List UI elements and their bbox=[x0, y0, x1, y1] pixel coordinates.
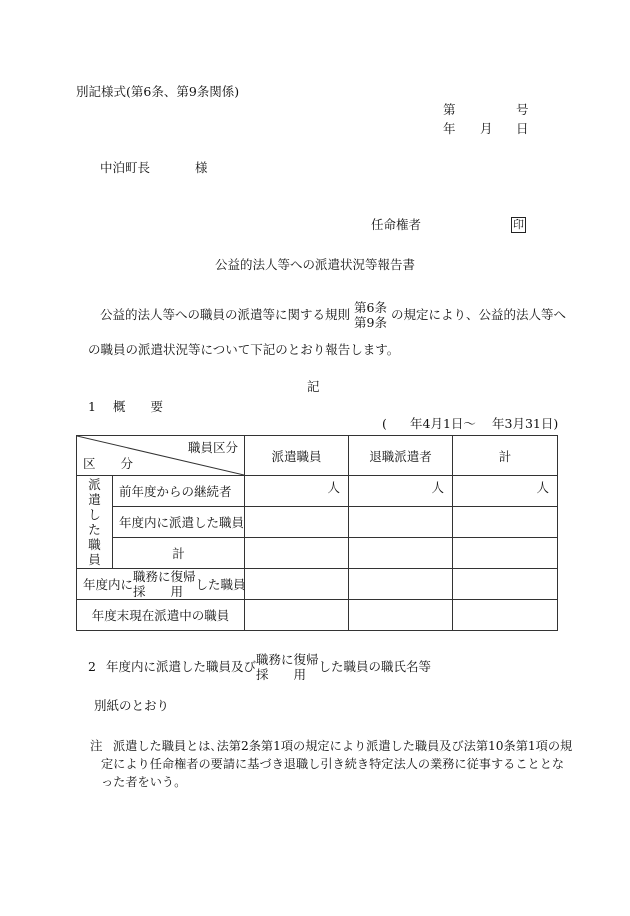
document-title: 公益的法人等への派遣状況等報告書 bbox=[214, 257, 415, 272]
row-label-carryover: 前年度からの継続者 bbox=[113, 476, 245, 507]
table-row bbox=[77, 538, 558, 569]
table-row bbox=[77, 476, 558, 507]
section1-number: 1 bbox=[88, 399, 96, 414]
col-header-dispatched: 派遣職員 bbox=[245, 436, 349, 476]
row-label-subtotal: 計 bbox=[113, 538, 245, 569]
cell-dispatched[interactable] bbox=[245, 600, 349, 631]
articles-stack bbox=[354, 300, 387, 330]
seal-mark bbox=[511, 217, 526, 233]
section2-post: した職員の職氏名等 bbox=[318, 658, 431, 674]
form-reference: 別記様式(第6条、第9条関係) bbox=[76, 84, 240, 99]
returned-post: した職員 bbox=[195, 577, 246, 592]
corner-cell bbox=[77, 436, 245, 476]
group-char: 員 bbox=[88, 552, 101, 567]
seal-text: 印 bbox=[513, 218, 524, 231]
separate-sheet-note: 別紙のとおり bbox=[94, 698, 170, 713]
body-line1-post: の規定により、公益的法人等へ bbox=[390, 306, 566, 322]
group-char: し bbox=[88, 507, 101, 522]
group-char: た bbox=[88, 522, 101, 537]
cell-dispatched[interactable] bbox=[245, 507, 349, 538]
section2-number: 2 bbox=[88, 658, 96, 674]
section2-stack-bottom: 採 用 bbox=[255, 667, 306, 682]
summary-table bbox=[76, 435, 558, 631]
sender-label: 任命権者 bbox=[371, 217, 422, 232]
group-char: 職 bbox=[88, 537, 101, 552]
table-row bbox=[77, 507, 558, 538]
unit-label: 人 bbox=[327, 480, 340, 495]
cell-total[interactable] bbox=[453, 538, 558, 569]
cell-total[interactable] bbox=[453, 569, 558, 600]
cell-total[interactable] bbox=[453, 600, 558, 631]
period-end: 年3月31日) bbox=[492, 416, 559, 431]
cell-dispatched[interactable] bbox=[245, 538, 349, 569]
note-line2: 定により任命権者の要請に基づき退職し引き続き特定法人の業務に従事することとな bbox=[101, 757, 565, 771]
cell-total[interactable] bbox=[453, 507, 558, 538]
cell-retired[interactable] bbox=[349, 476, 453, 507]
addressee-name: 中泊町長 bbox=[100, 160, 151, 175]
table-header-row bbox=[77, 436, 558, 476]
returned-stack-top: 職務に復帰 bbox=[133, 569, 196, 584]
date-year: 年 bbox=[443, 121, 456, 136]
doc-number-dai: 第 bbox=[443, 102, 456, 117]
cell-retired[interactable] bbox=[349, 569, 453, 600]
returned-stack bbox=[133, 569, 196, 599]
date-month: 月 bbox=[480, 121, 493, 136]
unit-label: 人 bbox=[431, 480, 444, 495]
ki-heading: 記 bbox=[307, 379, 320, 394]
note-line3: った者をいう。 bbox=[101, 775, 187, 789]
section2-stack bbox=[256, 652, 319, 682]
cell-total[interactable] bbox=[453, 476, 558, 507]
returned-stack-bottom: 採 用 bbox=[133, 584, 184, 599]
cell-retired[interactable] bbox=[349, 507, 453, 538]
article-9: 第9条 bbox=[354, 315, 387, 330]
section2-pre: 年度内に派遣した職員及び bbox=[105, 658, 256, 674]
article-6: 第6条 bbox=[354, 300, 387, 315]
cell-retired[interactable] bbox=[349, 600, 453, 631]
date-day: 日 bbox=[516, 121, 529, 136]
row-label-returned bbox=[77, 569, 245, 600]
corner-top-label: 職員区分 bbox=[187, 440, 238, 455]
table-row bbox=[77, 569, 558, 600]
group-label-cell bbox=[77, 476, 113, 569]
row-label-current: 年度末現在派遣中の職員 bbox=[77, 600, 245, 631]
section2-line bbox=[88, 652, 431, 682]
section2-stack-top: 職務に復帰 bbox=[255, 652, 319, 667]
period-start: 年4月1日〜 bbox=[410, 416, 476, 431]
addressee-honorific: 様 bbox=[195, 160, 208, 175]
corner-bottom-label: 区 分 bbox=[83, 456, 134, 471]
note-label: 注 bbox=[90, 738, 103, 753]
period-open: ( bbox=[382, 416, 387, 431]
col-header-total: 計 bbox=[453, 436, 558, 476]
group-char: 派 bbox=[88, 477, 101, 492]
body-line2: の職員の派遣状況等について下記のとおり報告します。 bbox=[88, 342, 400, 357]
col-header-retired: 退職派遣者 bbox=[349, 436, 453, 476]
body-line1-pre: 公益的法人等への職員の派遣等に関する規則 bbox=[100, 306, 351, 322]
row-label-dispatched-in-year: 年度内に派遣した職員 bbox=[113, 507, 245, 538]
note-line1: 派遣した職員とは､法第2条第1項の規定により派遣した職員及び法第10条第1項の規 bbox=[113, 739, 573, 753]
returned-pre: 年度内に bbox=[83, 577, 134, 592]
body-line1 bbox=[100, 300, 566, 330]
cell-retired[interactable] bbox=[349, 538, 453, 569]
cell-dispatched[interactable] bbox=[245, 569, 349, 600]
section1-title: 概 要 bbox=[113, 399, 164, 414]
group-char: 遣 bbox=[88, 492, 101, 507]
cell-dispatched[interactable] bbox=[245, 476, 349, 507]
doc-number-go: 号 bbox=[516, 102, 529, 117]
unit-label: 人 bbox=[536, 480, 549, 495]
table-row bbox=[77, 600, 558, 631]
